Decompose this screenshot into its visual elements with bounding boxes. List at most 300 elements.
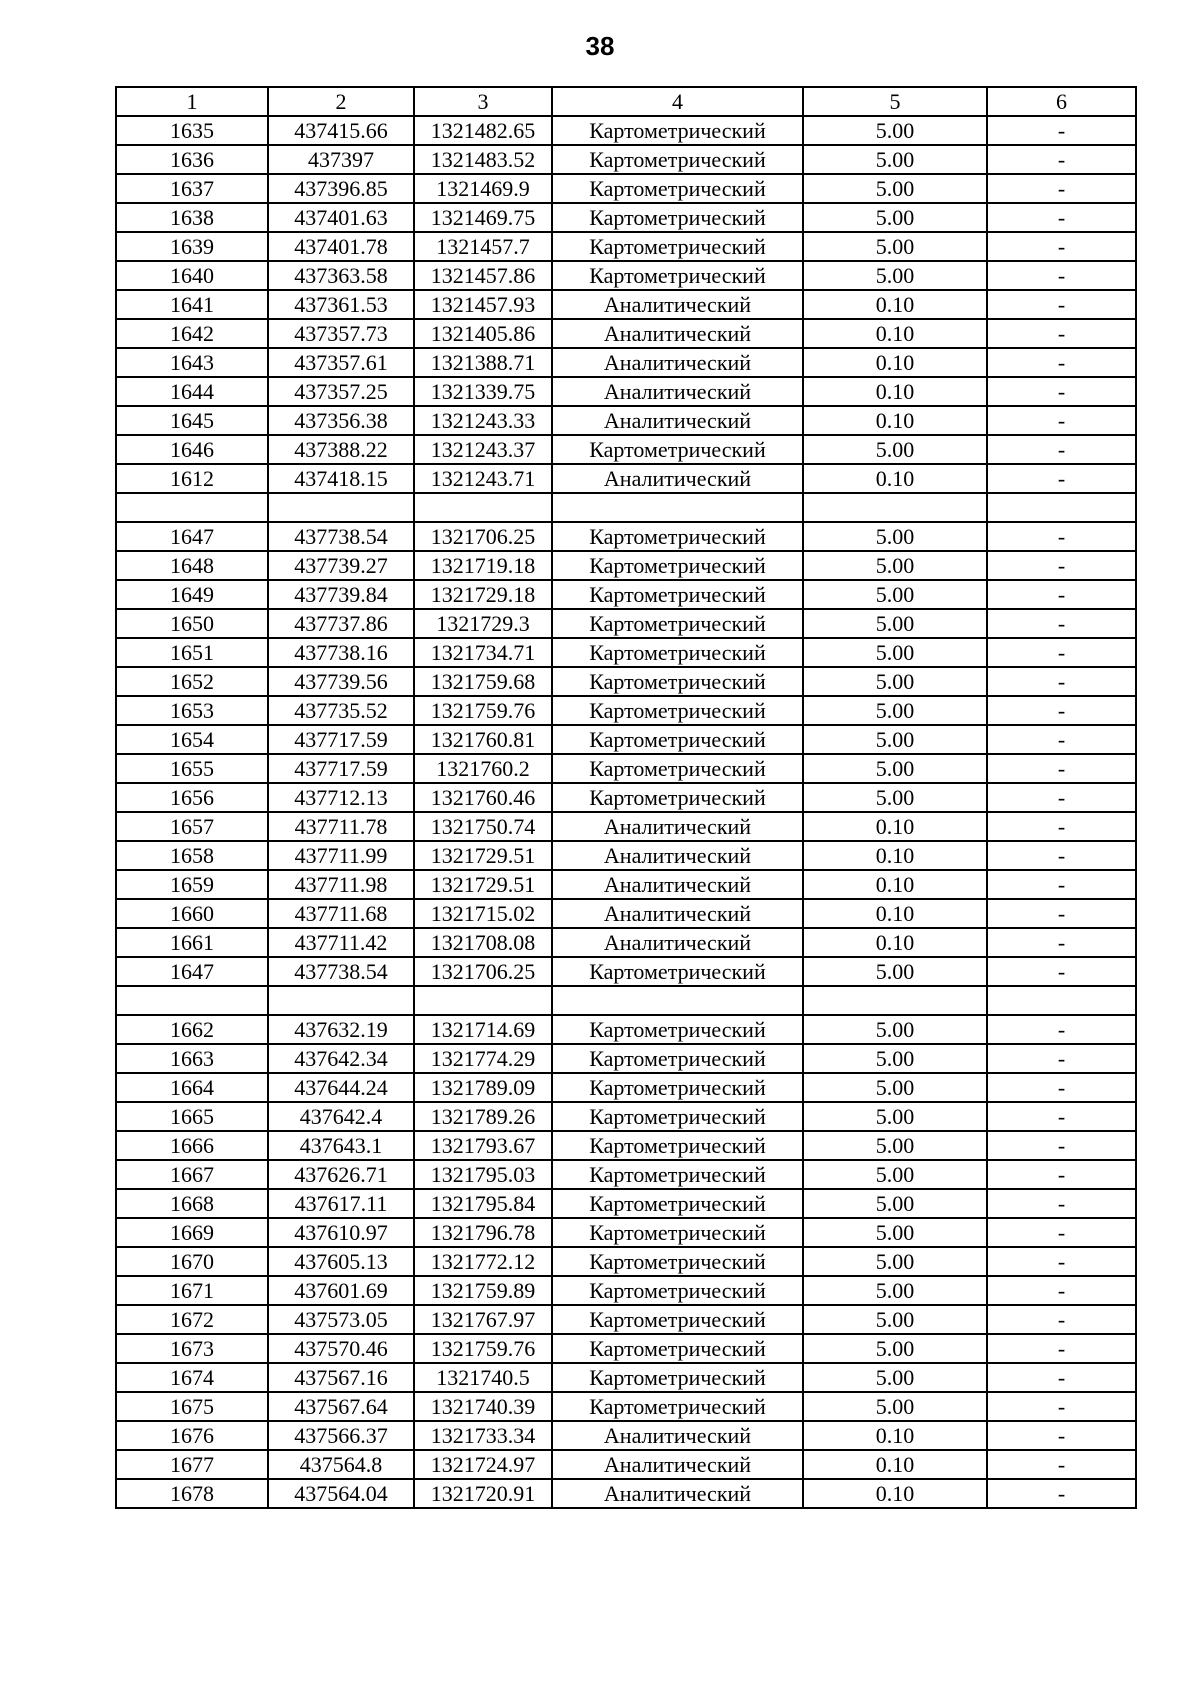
y-coordinate-cell: 1321772.12 bbox=[414, 1247, 552, 1276]
description-cell: - bbox=[987, 1334, 1136, 1363]
x-coordinate-cell: 437738.54 bbox=[268, 957, 414, 986]
x-coordinate-cell: 437717.59 bbox=[268, 725, 414, 754]
point-number-cell: 1655 bbox=[116, 754, 268, 783]
y-coordinate-cell: 1321729.51 bbox=[414, 841, 552, 870]
method-cell: Картометрический bbox=[552, 667, 803, 696]
accuracy-cell: 5.00 bbox=[803, 1334, 987, 1363]
y-coordinate-cell: 1321719.18 bbox=[414, 551, 552, 580]
x-coordinate-cell: 437711.68 bbox=[268, 899, 414, 928]
description-cell: - bbox=[987, 1102, 1136, 1131]
x-coordinate-cell: 437564.8 bbox=[268, 1450, 414, 1479]
description-cell: - bbox=[987, 551, 1136, 580]
x-coordinate-cell bbox=[268, 493, 414, 522]
accuracy-cell: 0.10 bbox=[803, 899, 987, 928]
x-coordinate-cell: 437401.63 bbox=[268, 203, 414, 232]
method-cell: Аналитический bbox=[552, 899, 803, 928]
accuracy-cell: 5.00 bbox=[803, 551, 987, 580]
table-row bbox=[116, 754, 1136, 783]
page-number: 38 bbox=[585, 31, 615, 61]
description-cell: - bbox=[987, 754, 1136, 783]
point-number-cell: 1645 bbox=[116, 406, 268, 435]
accuracy-cell: 5.00 bbox=[803, 580, 987, 609]
method-cell: Картометрический bbox=[552, 580, 803, 609]
x-coordinate-cell: 437570.46 bbox=[268, 1334, 414, 1363]
point-number-cell: 1646 bbox=[116, 435, 268, 464]
point-number-cell: 1652 bbox=[116, 667, 268, 696]
point-number-cell: 1662 bbox=[116, 1015, 268, 1044]
table-row bbox=[116, 116, 1136, 145]
description-cell: - bbox=[987, 1363, 1136, 1392]
method-cell: Картометрический bbox=[552, 783, 803, 812]
y-coordinate-cell: 1321457.86 bbox=[414, 261, 552, 290]
point-number-cell: 1664 bbox=[116, 1073, 268, 1102]
x-coordinate-cell: 437566.37 bbox=[268, 1421, 414, 1450]
method-cell: Аналитический bbox=[552, 377, 803, 406]
table-row bbox=[116, 1015, 1136, 1044]
accuracy-cell: 5.00 bbox=[803, 522, 987, 551]
y-coordinate-cell: 1321714.69 bbox=[414, 1015, 552, 1044]
accuracy-cell: 5.00 bbox=[803, 261, 987, 290]
method-cell: Картометрический bbox=[552, 1073, 803, 1102]
description-cell: - bbox=[987, 1218, 1136, 1247]
method-cell: Аналитический bbox=[552, 1450, 803, 1479]
accuracy-cell: 5.00 bbox=[803, 696, 987, 725]
point-number-cell: 1673 bbox=[116, 1334, 268, 1363]
accuracy-cell: 0.10 bbox=[803, 290, 987, 319]
point-number-cell: 1678 bbox=[116, 1479, 268, 1508]
accuracy-cell: 5.00 bbox=[803, 1131, 987, 1160]
method-cell: Картометрический bbox=[552, 1247, 803, 1276]
y-coordinate-cell: 1321729.18 bbox=[414, 580, 552, 609]
accuracy-cell: 0.10 bbox=[803, 812, 987, 841]
x-coordinate-cell: 437401.78 bbox=[268, 232, 414, 261]
description-cell: - bbox=[987, 406, 1136, 435]
table-row bbox=[116, 377, 1136, 406]
point-number-cell: 1677 bbox=[116, 1450, 268, 1479]
table-row bbox=[116, 406, 1136, 435]
y-coordinate-cell: 1321724.97 bbox=[414, 1450, 552, 1479]
method-cell: Картометрический bbox=[552, 145, 803, 174]
table-row bbox=[116, 609, 1136, 638]
table-row bbox=[116, 174, 1136, 203]
table-row bbox=[116, 812, 1136, 841]
accuracy-cell bbox=[803, 986, 987, 1015]
method-cell: Аналитический bbox=[552, 1421, 803, 1450]
table-row bbox=[116, 145, 1136, 174]
method-cell: Аналитический bbox=[552, 464, 803, 493]
method-cell: Аналитический bbox=[552, 1479, 803, 1508]
table-row bbox=[116, 1305, 1136, 1334]
table-row bbox=[116, 1044, 1136, 1073]
method-cell: Картометрический bbox=[552, 1392, 803, 1421]
table-row bbox=[116, 957, 1136, 986]
description-cell: - bbox=[987, 1189, 1136, 1218]
description-cell: - bbox=[987, 957, 1136, 986]
accuracy-cell: 0.10 bbox=[803, 377, 987, 406]
description-cell: - bbox=[987, 899, 1136, 928]
y-coordinate-cell: 1321706.25 bbox=[414, 522, 552, 551]
method-cell: Аналитический bbox=[552, 319, 803, 348]
method-cell: Картометрический bbox=[552, 551, 803, 580]
description-cell: - bbox=[987, 841, 1136, 870]
table-row bbox=[116, 580, 1136, 609]
accuracy-cell: 5.00 bbox=[803, 203, 987, 232]
point-number-cell: 1661 bbox=[116, 928, 268, 957]
point-number-cell: 1656 bbox=[116, 783, 268, 812]
y-coordinate-cell: 1321720.91 bbox=[414, 1479, 552, 1508]
method-cell: Картометрический bbox=[552, 232, 803, 261]
description-cell: - bbox=[987, 812, 1136, 841]
y-coordinate-cell: 1321729.51 bbox=[414, 870, 552, 899]
y-coordinate-cell: 1321793.67 bbox=[414, 1131, 552, 1160]
method-cell: Картометрический bbox=[552, 261, 803, 290]
accuracy-cell: 5.00 bbox=[803, 174, 987, 203]
table-row bbox=[116, 348, 1136, 377]
point-number-cell: 1636 bbox=[116, 145, 268, 174]
description-cell: - bbox=[987, 203, 1136, 232]
description-cell: - bbox=[987, 435, 1136, 464]
description-cell: - bbox=[987, 928, 1136, 957]
accuracy-cell bbox=[803, 493, 987, 522]
description-cell: - bbox=[987, 1015, 1136, 1044]
method-cell: Аналитический bbox=[552, 812, 803, 841]
y-coordinate-cell: 1321715.02 bbox=[414, 899, 552, 928]
accuracy-cell: 5.00 bbox=[803, 609, 987, 638]
point-number-cell: 1643 bbox=[116, 348, 268, 377]
y-coordinate-cell: 1321469.9 bbox=[414, 174, 552, 203]
accuracy-cell: 5.00 bbox=[803, 1392, 987, 1421]
accuracy-cell: 5.00 bbox=[803, 232, 987, 261]
description-cell: - bbox=[987, 783, 1136, 812]
description-cell: - bbox=[987, 174, 1136, 203]
accuracy-cell: 5.00 bbox=[803, 1015, 987, 1044]
description-cell: - bbox=[987, 145, 1136, 174]
description-cell: - bbox=[987, 377, 1136, 406]
x-coordinate-cell: 437617.11 bbox=[268, 1189, 414, 1218]
x-coordinate-cell: 437357.25 bbox=[268, 377, 414, 406]
method-cell bbox=[552, 493, 803, 522]
y-coordinate-cell: 1321483.52 bbox=[414, 145, 552, 174]
x-coordinate-cell: 437626.71 bbox=[268, 1160, 414, 1189]
accuracy-cell: 5.00 bbox=[803, 1363, 987, 1392]
y-coordinate-cell: 1321789.26 bbox=[414, 1102, 552, 1131]
method-cell: Картометрический bbox=[552, 203, 803, 232]
x-coordinate-cell: 437735.52 bbox=[268, 696, 414, 725]
accuracy-cell: 5.00 bbox=[803, 1044, 987, 1073]
method-cell: Картометрический bbox=[552, 1044, 803, 1073]
point-number-cell: 1650 bbox=[116, 609, 268, 638]
method-cell: Картометрический bbox=[552, 435, 803, 464]
accuracy-cell: 5.00 bbox=[803, 1305, 987, 1334]
x-coordinate-cell: 437642.4 bbox=[268, 1102, 414, 1131]
point-number-cell: 1672 bbox=[116, 1305, 268, 1334]
table-row bbox=[116, 1218, 1136, 1247]
y-coordinate-cell: 1321457.93 bbox=[414, 290, 552, 319]
description-cell bbox=[987, 493, 1136, 522]
point-number-cell: 1660 bbox=[116, 899, 268, 928]
x-coordinate-cell: 437739.84 bbox=[268, 580, 414, 609]
x-coordinate-cell: 437739.56 bbox=[268, 667, 414, 696]
x-coordinate-cell: 437361.53 bbox=[268, 290, 414, 319]
method-cell: Аналитический bbox=[552, 870, 803, 899]
table-row bbox=[116, 261, 1136, 290]
table-header-row bbox=[116, 87, 1136, 116]
table-row bbox=[116, 1421, 1136, 1450]
table-row bbox=[116, 464, 1136, 493]
accuracy-cell: 5.00 bbox=[803, 1247, 987, 1276]
table-body bbox=[116, 116, 1136, 1508]
x-coordinate-cell bbox=[268, 986, 414, 1015]
method-cell: Картометрический bbox=[552, 1305, 803, 1334]
x-coordinate-cell: 437644.24 bbox=[268, 1073, 414, 1102]
point-number-cell: 1637 bbox=[116, 174, 268, 203]
point-number-cell: 1674 bbox=[116, 1363, 268, 1392]
table-row bbox=[116, 203, 1136, 232]
description-cell: - bbox=[987, 638, 1136, 667]
y-coordinate-cell: 1321796.78 bbox=[414, 1218, 552, 1247]
x-coordinate-cell: 437567.64 bbox=[268, 1392, 414, 1421]
y-coordinate-cell: 1321339.75 bbox=[414, 377, 552, 406]
method-cell: Аналитический bbox=[552, 348, 803, 377]
y-coordinate-cell: 1321729.3 bbox=[414, 609, 552, 638]
y-coordinate-cell: 1321759.89 bbox=[414, 1276, 552, 1305]
accuracy-cell: 0.10 bbox=[803, 348, 987, 377]
x-coordinate-cell: 437632.19 bbox=[268, 1015, 414, 1044]
table-row bbox=[116, 1160, 1136, 1189]
x-coordinate-cell: 437717.59 bbox=[268, 754, 414, 783]
accuracy-cell: 0.10 bbox=[803, 870, 987, 899]
y-coordinate-cell: 1321388.71 bbox=[414, 348, 552, 377]
y-coordinate-cell: 1321750.74 bbox=[414, 812, 552, 841]
point-number-cell: 1663 bbox=[116, 1044, 268, 1073]
method-cell: Картометрический bbox=[552, 174, 803, 203]
y-coordinate-cell: 1321243.33 bbox=[414, 406, 552, 435]
y-coordinate-cell: 1321767.97 bbox=[414, 1305, 552, 1334]
table-row bbox=[116, 725, 1136, 754]
table-row bbox=[116, 841, 1136, 870]
description-cell: - bbox=[987, 609, 1136, 638]
description-cell: - bbox=[987, 1305, 1136, 1334]
method-cell: Картометрический bbox=[552, 725, 803, 754]
x-coordinate-cell: 437642.34 bbox=[268, 1044, 414, 1073]
accuracy-cell: 5.00 bbox=[803, 783, 987, 812]
table-row bbox=[116, 783, 1136, 812]
method-cell: Картометрический bbox=[552, 696, 803, 725]
header-cell-4: 4 bbox=[552, 87, 803, 116]
point-number-cell: 1653 bbox=[116, 696, 268, 725]
description-cell: - bbox=[987, 261, 1136, 290]
table-row bbox=[116, 1102, 1136, 1131]
x-coordinate-cell: 437610.97 bbox=[268, 1218, 414, 1247]
method-cell: Картометрический bbox=[552, 1334, 803, 1363]
y-coordinate-cell: 1321760.2 bbox=[414, 754, 552, 783]
accuracy-cell: 0.10 bbox=[803, 1479, 987, 1508]
accuracy-cell: 0.10 bbox=[803, 406, 987, 435]
header-cell-6: 6 bbox=[987, 87, 1136, 116]
description-cell: - bbox=[987, 232, 1136, 261]
accuracy-cell: 5.00 bbox=[803, 1160, 987, 1189]
point-number-cell: 1640 bbox=[116, 261, 268, 290]
y-coordinate-cell: 1321740.39 bbox=[414, 1392, 552, 1421]
description-cell: - bbox=[987, 1044, 1136, 1073]
description-cell: - bbox=[987, 725, 1136, 754]
y-coordinate-cell: 1321759.68 bbox=[414, 667, 552, 696]
method-cell: Картометрический bbox=[552, 1131, 803, 1160]
accuracy-cell: 5.00 bbox=[803, 1218, 987, 1247]
y-coordinate-cell: 1321482.65 bbox=[414, 116, 552, 145]
x-coordinate-cell: 437643.1 bbox=[268, 1131, 414, 1160]
y-coordinate-cell: 1321405.86 bbox=[414, 319, 552, 348]
y-coordinate-cell: 1321760.46 bbox=[414, 783, 552, 812]
x-coordinate-cell: 437737.86 bbox=[268, 609, 414, 638]
accuracy-cell: 0.10 bbox=[803, 319, 987, 348]
table-row bbox=[116, 1479, 1136, 1508]
description-cell: - bbox=[987, 580, 1136, 609]
description-cell: - bbox=[987, 464, 1136, 493]
table-row bbox=[116, 435, 1136, 464]
description-cell: - bbox=[987, 1392, 1136, 1421]
y-coordinate-cell: 1321469.75 bbox=[414, 203, 552, 232]
method-cell: Картометрический bbox=[552, 957, 803, 986]
description-cell: - bbox=[987, 1450, 1136, 1479]
y-coordinate-cell: 1321760.81 bbox=[414, 725, 552, 754]
x-coordinate-cell: 437711.99 bbox=[268, 841, 414, 870]
y-coordinate-cell: 1321795.84 bbox=[414, 1189, 552, 1218]
table-row bbox=[116, 928, 1136, 957]
accuracy-cell: 0.10 bbox=[803, 1421, 987, 1450]
table-row bbox=[116, 1334, 1136, 1363]
x-coordinate-cell: 437357.73 bbox=[268, 319, 414, 348]
x-coordinate-cell: 437418.15 bbox=[268, 464, 414, 493]
accuracy-cell: 0.10 bbox=[803, 928, 987, 957]
x-coordinate-cell: 437573.05 bbox=[268, 1305, 414, 1334]
description-cell: - bbox=[987, 667, 1136, 696]
point-number-cell: 1667 bbox=[116, 1160, 268, 1189]
y-coordinate-cell: 1321734.71 bbox=[414, 638, 552, 667]
header-cell-2: 2 bbox=[268, 87, 414, 116]
description-cell: - bbox=[987, 1479, 1136, 1508]
x-coordinate-cell: 437363.58 bbox=[268, 261, 414, 290]
method-cell: Картометрический bbox=[552, 1015, 803, 1044]
description-cell: - bbox=[987, 1276, 1136, 1305]
y-coordinate-cell: 1321708.08 bbox=[414, 928, 552, 957]
header-cell-1: 1 bbox=[116, 87, 268, 116]
description-cell: - bbox=[987, 319, 1136, 348]
point-number-cell: 1641 bbox=[116, 290, 268, 319]
table-row bbox=[116, 1363, 1136, 1392]
point-number-cell: 1644 bbox=[116, 377, 268, 406]
x-coordinate-cell: 437738.16 bbox=[268, 638, 414, 667]
point-number-cell: 1635 bbox=[116, 116, 268, 145]
accuracy-cell: 5.00 bbox=[803, 1102, 987, 1131]
x-coordinate-cell: 437738.54 bbox=[268, 522, 414, 551]
table-row bbox=[116, 986, 1136, 1015]
point-number-cell: 1675 bbox=[116, 1392, 268, 1421]
y-coordinate-cell: 1321740.5 bbox=[414, 1363, 552, 1392]
table-row bbox=[116, 232, 1136, 261]
y-coordinate-cell bbox=[414, 493, 552, 522]
y-coordinate-cell: 1321243.37 bbox=[414, 435, 552, 464]
table-row bbox=[116, 1189, 1136, 1218]
y-coordinate-cell: 1321733.34 bbox=[414, 1421, 552, 1450]
point-number-cell: 1638 bbox=[116, 203, 268, 232]
y-coordinate-cell: 1321759.76 bbox=[414, 696, 552, 725]
x-coordinate-cell: 437357.61 bbox=[268, 348, 414, 377]
table-row bbox=[116, 290, 1136, 319]
accuracy-cell: 0.10 bbox=[803, 841, 987, 870]
description-cell: - bbox=[987, 1247, 1136, 1276]
accuracy-cell: 5.00 bbox=[803, 435, 987, 464]
x-coordinate-cell: 437567.16 bbox=[268, 1363, 414, 1392]
point-number-cell: 1657 bbox=[116, 812, 268, 841]
point-number-cell: 1669 bbox=[116, 1218, 268, 1247]
y-coordinate-cell: 1321795.03 bbox=[414, 1160, 552, 1189]
accuracy-cell: 5.00 bbox=[803, 754, 987, 783]
method-cell: Картометрический bbox=[552, 116, 803, 145]
table-row bbox=[116, 696, 1136, 725]
table-row bbox=[116, 319, 1136, 348]
description-cell: - bbox=[987, 1131, 1136, 1160]
description-cell: - bbox=[987, 1421, 1136, 1450]
method-cell: Картометрический bbox=[552, 522, 803, 551]
x-coordinate-cell: 437356.38 bbox=[268, 406, 414, 435]
x-coordinate-cell: 437396.85 bbox=[268, 174, 414, 203]
y-coordinate-cell: 1321706.25 bbox=[414, 957, 552, 986]
accuracy-cell: 5.00 bbox=[803, 1189, 987, 1218]
method-cell: Аналитический bbox=[552, 841, 803, 870]
table-row bbox=[116, 638, 1136, 667]
y-coordinate-cell: 1321457.7 bbox=[414, 232, 552, 261]
accuracy-cell: 5.00 bbox=[803, 145, 987, 174]
accuracy-cell: 5.00 bbox=[803, 667, 987, 696]
table-row bbox=[116, 1073, 1136, 1102]
method-cell: Картометрический bbox=[552, 609, 803, 638]
method-cell: Картометрический bbox=[552, 1189, 803, 1218]
method-cell: Картометрический bbox=[552, 1160, 803, 1189]
point-number-cell: 1647 bbox=[116, 522, 268, 551]
method-cell: Картометрический bbox=[552, 754, 803, 783]
y-coordinate-cell: 1321774.29 bbox=[414, 1044, 552, 1073]
method-cell: Картометрический bbox=[552, 1218, 803, 1247]
accuracy-cell: 5.00 bbox=[803, 1276, 987, 1305]
x-coordinate-cell: 437564.04 bbox=[268, 1479, 414, 1508]
point-number-cell: 1676 bbox=[116, 1421, 268, 1450]
point-number-cell: 1647 bbox=[116, 957, 268, 986]
x-coordinate-cell: 437388.22 bbox=[268, 435, 414, 464]
table-row bbox=[116, 1392, 1136, 1421]
x-coordinate-cell: 437739.27 bbox=[268, 551, 414, 580]
x-coordinate-cell: 437711.42 bbox=[268, 928, 414, 957]
description-cell: - bbox=[987, 870, 1136, 899]
accuracy-cell: 0.10 bbox=[803, 1450, 987, 1479]
x-coordinate-cell: 437711.78 bbox=[268, 812, 414, 841]
description-cell: - bbox=[987, 696, 1136, 725]
x-coordinate-cell: 437711.98 bbox=[268, 870, 414, 899]
accuracy-cell: 5.00 bbox=[803, 957, 987, 986]
point-number-cell: 1651 bbox=[116, 638, 268, 667]
point-number-cell: 1666 bbox=[116, 1131, 268, 1160]
table-row bbox=[116, 551, 1136, 580]
description-cell bbox=[987, 986, 1136, 1015]
x-coordinate-cell: 437605.13 bbox=[268, 1247, 414, 1276]
table-row bbox=[116, 870, 1136, 899]
x-coordinate-cell: 437601.69 bbox=[268, 1276, 414, 1305]
y-coordinate-cell: 1321243.71 bbox=[414, 464, 552, 493]
point-number-cell: 1671 bbox=[116, 1276, 268, 1305]
accuracy-cell: 5.00 bbox=[803, 1073, 987, 1102]
y-coordinate-cell: 1321759.76 bbox=[414, 1334, 552, 1363]
accuracy-cell: 0.10 bbox=[803, 464, 987, 493]
